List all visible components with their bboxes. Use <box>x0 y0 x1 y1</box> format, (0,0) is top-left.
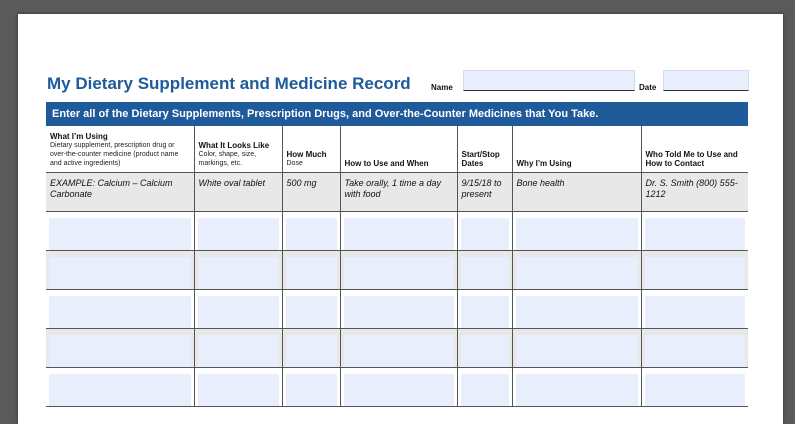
entry-cell <box>282 329 340 368</box>
entry-cell <box>457 251 512 290</box>
entry-cell <box>340 212 457 251</box>
col-header-how-to-use <box>340 126 457 173</box>
entry-input[interactable] <box>516 374 638 406</box>
col-header-dates <box>457 126 512 173</box>
entry-cell <box>641 368 748 407</box>
entry-cell <box>512 251 641 290</box>
entry-cell <box>194 368 282 407</box>
entry-cell <box>641 329 748 368</box>
entry-input[interactable] <box>461 374 509 406</box>
col-header-looks-like <box>194 126 282 173</box>
entry-cell <box>46 368 194 407</box>
example-cell: EXAMPLE: Calcium – Calcium Carbonate <box>46 173 194 212</box>
col-header-what-using <box>46 126 194 173</box>
col-header-who-told <box>641 126 748 173</box>
entry-cell <box>512 329 641 368</box>
col-header-why <box>512 126 641 173</box>
date-label: Date <box>639 83 657 92</box>
date-field[interactable] <box>663 70 749 91</box>
entry-row <box>46 212 748 251</box>
example-cell: Bone health <box>512 173 641 212</box>
col-subtitle: Color, shape, size, markings, etc. <box>198 151 257 167</box>
entry-input[interactable] <box>286 335 337 367</box>
entry-cell <box>340 251 457 290</box>
entry-cell <box>194 251 282 290</box>
entry-input[interactable] <box>645 257 746 289</box>
entry-cell <box>46 329 194 368</box>
entry-input[interactable] <box>645 374 746 406</box>
entry-cell <box>46 212 194 251</box>
entry-cell <box>457 329 512 368</box>
col-title: What It Looks Like <box>198 141 270 150</box>
entry-input[interactable] <box>198 296 279 328</box>
entry-input[interactable] <box>516 296 638 328</box>
page-title: My Dietary Supplement and Medicine Record <box>47 74 411 93</box>
entry-cell <box>641 212 748 251</box>
entry-row <box>46 329 748 368</box>
entry-input[interactable] <box>461 335 509 367</box>
entry-cell <box>457 212 512 251</box>
entry-input[interactable] <box>344 257 454 289</box>
example-cell: Dr. S. Smith (800) 555-1212 <box>641 173 748 212</box>
record-page <box>18 14 783 424</box>
entry-cell <box>457 368 512 407</box>
entry-row <box>46 251 748 290</box>
entry-input[interactable] <box>286 218 337 250</box>
entry-input[interactable] <box>49 218 191 250</box>
entry-cell <box>282 368 340 407</box>
example-cell: 500 mg <box>282 173 340 212</box>
entry-input[interactable] <box>344 374 454 406</box>
entry-cell <box>194 290 282 329</box>
entry-input[interactable] <box>286 296 337 328</box>
entry-input[interactable] <box>461 218 509 250</box>
header-row <box>46 126 748 173</box>
record-table <box>46 126 748 407</box>
entry-cell <box>340 368 457 407</box>
entry-input[interactable] <box>461 257 509 289</box>
entry-input[interactable] <box>198 335 279 367</box>
entry-cell <box>282 251 340 290</box>
name-label: Name <box>431 83 453 92</box>
entry-input[interactable] <box>49 296 191 328</box>
entry-cell <box>457 290 512 329</box>
entry-input[interactable] <box>286 374 337 406</box>
entry-cell <box>194 212 282 251</box>
example-row <box>46 173 748 212</box>
col-title: What I’m Using <box>50 132 108 141</box>
col-header-how-much <box>282 126 340 173</box>
instructions-banner: Enter all of the Dietary Supplements, Prescription Drugs, and Over-the-Counter Medicines that You Take. <box>46 102 748 126</box>
entry-cell <box>46 290 194 329</box>
entry-input[interactable] <box>286 257 337 289</box>
entry-input[interactable] <box>645 218 746 250</box>
example-cell: 9/15/18 to present <box>457 173 512 212</box>
entry-cell <box>46 251 194 290</box>
entry-row <box>46 290 748 329</box>
entry-input[interactable] <box>49 257 191 289</box>
entry-input[interactable] <box>49 374 191 406</box>
name-field[interactable] <box>463 70 635 91</box>
entry-cell <box>512 368 641 407</box>
entry-input[interactable] <box>344 218 454 250</box>
entry-cell <box>194 329 282 368</box>
entry-cell <box>282 290 340 329</box>
entry-cell <box>641 290 748 329</box>
entry-input[interactable] <box>344 296 454 328</box>
entry-input[interactable] <box>49 335 191 367</box>
example-cell: Take orally, 1 time a day with food <box>340 173 457 212</box>
entry-input[interactable] <box>516 335 638 367</box>
entry-input[interactable] <box>461 296 509 328</box>
entry-cell <box>512 290 641 329</box>
entry-input[interactable] <box>516 257 638 289</box>
col-title: How to Use and When <box>344 159 429 168</box>
entry-input[interactable] <box>198 218 279 250</box>
entry-input[interactable] <box>344 335 454 367</box>
entry-cell <box>641 251 748 290</box>
col-title: How Much <box>286 150 327 159</box>
col-subtitle: Dietary supplement, prescription drug or over-the-counter medicine (product name and active ingredients) <box>50 142 179 167</box>
col-subtitle: Dose <box>286 160 303 167</box>
entry-input[interactable] <box>198 374 279 406</box>
entry-cell <box>512 212 641 251</box>
col-title: Why I’m Using <box>516 159 572 168</box>
col-title: Who Told Me to Use and How to Contact <box>645 150 738 168</box>
col-title: Start/Stop Dates <box>461 150 500 168</box>
entry-cell <box>340 290 457 329</box>
entry-input[interactable] <box>645 335 746 367</box>
entry-cell <box>282 212 340 251</box>
entry-cell <box>340 329 457 368</box>
entry-row <box>46 368 748 407</box>
entry-input[interactable] <box>516 218 638 250</box>
entry-input[interactable] <box>198 257 279 289</box>
entry-input[interactable] <box>645 296 746 328</box>
example-cell: White oval tablet <box>194 173 282 212</box>
